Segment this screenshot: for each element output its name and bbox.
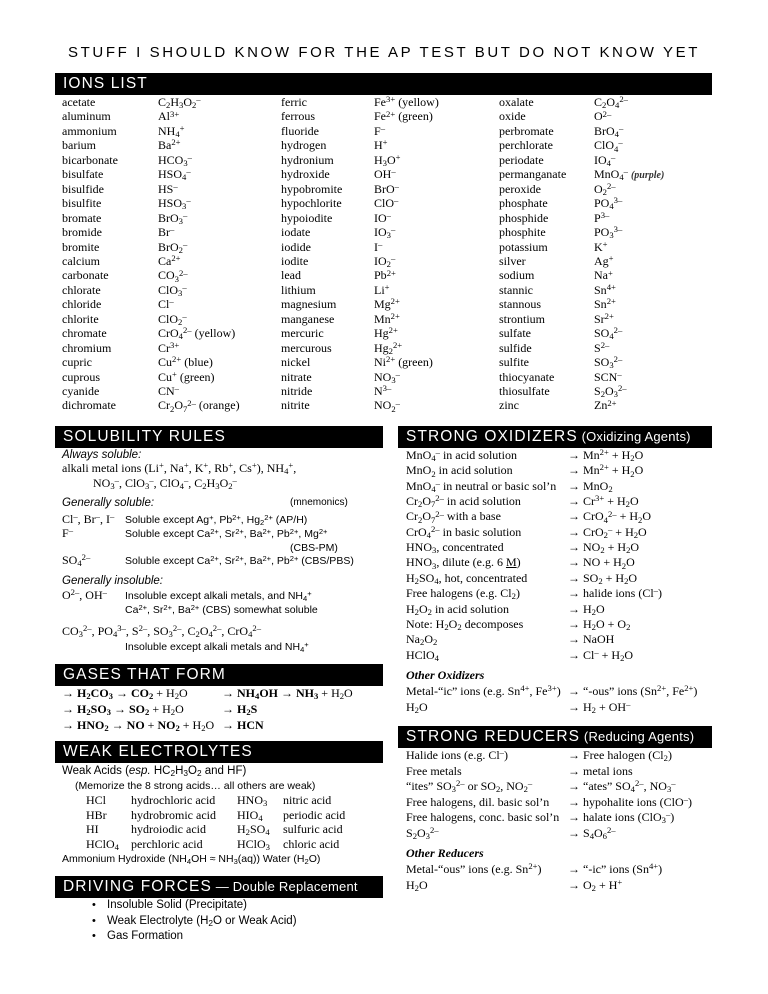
ion-name: chlorite <box>62 311 99 326</box>
ion-formula: Cu+ (green) <box>158 368 215 384</box>
reducer-product: → “ates” $SO_4^{2-}$, $NO_3^-$ <box>568 778 676 795</box>
oxidizer-product: → “-ous” ions ($Sn^{2+}$, $Fe^{2+}$) <box>568 683 698 698</box>
solubility-rule: (CBS-PM) <box>290 542 338 554</box>
ion-formula: $Cu^{2+}$ (blue) <box>158 354 213 370</box>
oxidizer-species: MnO$_4$– in acid solution <box>406 447 517 464</box>
ion-formula: MnO$_4$– (purple) <box>594 166 665 183</box>
oxidizer-product: → $Cl^- + H_2O$ <box>568 646 634 663</box>
oxidizer-product: → MnO$_2$ <box>568 478 613 494</box>
oxidizer-species: Note: $H_2O_2$ decomposes <box>406 616 524 632</box>
bullet-icon: • <box>92 899 96 911</box>
ion-name: oxalate <box>499 95 534 109</box>
ion-formula: Li+ <box>374 281 390 297</box>
ion-formula: OH– <box>374 166 396 182</box>
ion-name: mercuric <box>281 326 324 341</box>
other-oxidizers-label: Other Oxidizers <box>406 668 485 682</box>
solubility-rule: Soluble except $Ca^{2+}$, $Sr^{2+}$, $Ba^{2+}$, $Pb^{2+}$, $Mg^{2+}$ <box>125 526 328 540</box>
driving-force-label: Insoluble Solid (Precipitate) <box>107 899 247 911</box>
reducer-product: → $O_2 + H^+$ <box>568 876 623 893</box>
ion-name: hydrogen <box>281 138 327 153</box>
oxidizer-product: → $NO_2 + H_2O$ <box>568 540 640 556</box>
ion-formula: $Ba^{2+}$ <box>158 137 181 153</box>
ion-name: aluminum <box>62 109 111 124</box>
oxidizer-species: HClO$_4$ <box>406 647 439 663</box>
ion-formula: $H_3O^+$ <box>374 151 401 168</box>
ion-name: permanganate <box>499 167 567 182</box>
always-soluble-label: Always soluble: <box>62 449 142 461</box>
gases-header: GASES THAT FORM <box>55 664 383 686</box>
ion-formula: ClO$_4$– <box>594 137 623 154</box>
ion-formula: $Mg^{2+}$ <box>374 296 400 312</box>
ion-name: chlorate <box>62 282 101 297</box>
oxidizer-species: $Na_2O_2$ <box>406 632 438 648</box>
oxidizer-species: $H_2O$ <box>406 700 428 716</box>
ion-formula: BrO– <box>374 180 399 196</box>
strong-oxidizers-header <box>398 426 712 448</box>
ion-name: iodate <box>281 225 311 240</box>
ion-formula: $PO_3^{3-}$ <box>594 224 623 241</box>
ion-name: strontium <box>499 311 546 326</box>
oxidizer-species: $HNO_3$, concentrated <box>406 540 504 556</box>
ion-formula: $O^{2-}$ <box>594 108 612 124</box>
gas-reaction: → $NH_4OH \to NH_3 + H_2O$ <box>222 686 353 702</box>
bullet-icon: • <box>92 914 96 927</box>
ion-formula: $HSO_3^-$ <box>158 195 191 212</box>
ion-name: mercurous <box>281 340 332 355</box>
ion-name: zinc <box>499 398 519 413</box>
ion-name: magnesium <box>281 297 337 312</box>
ion-formula: $NO_2^-$ <box>374 397 400 414</box>
ion-name: bromide <box>62 225 102 240</box>
ion-formula: ClO$_3$– <box>158 281 187 298</box>
ion-name: cyanide <box>62 384 100 398</box>
ion-name: sodium <box>499 268 535 283</box>
ion-formula: $PO_4^{3-}$ <box>594 195 623 212</box>
weak-base-line: Ammonium Hydroxide $(NH_4OH \approx NH_3(aq))$ Water $(H_2O)$ <box>62 853 321 866</box>
driving-force-item <box>92 914 297 930</box>
strong-acid-name: hydroiodic acid <box>131 822 206 836</box>
ion-name: stannic <box>499 282 533 297</box>
ion-formula: Br– <box>158 224 175 240</box>
reducer-species: $H_2O$ <box>406 877 428 893</box>
oxidizer-species: $HNO_3$, dilute (e.g. 6 M) <box>406 555 521 571</box>
insoluble-ion: $O^{2-}$, OH– <box>62 587 107 602</box>
page-title: STUFF I SHOULD KNOW FOR THE AP TEST BUT DO NOT KNOW YET <box>68 44 700 61</box>
ion-formula: BrO$_4$– <box>594 123 624 140</box>
ion-name: sulfite <box>499 355 529 370</box>
strong-acid-name: periodic acid <box>283 807 346 822</box>
ion-formula: SCN– <box>594 368 622 384</box>
other-reducers-label: Other Reducers <box>406 846 484 860</box>
oxidizer-product: → NO + $H_2O$ <box>568 555 635 571</box>
oxidizer-product: → $Cr^{3+} + H_2O$ <box>568 493 639 510</box>
ion-name: nitrite <box>281 398 310 413</box>
strong-acid-name: nitric acid <box>283 793 332 807</box>
oxidizer-product: → $CrO_4^{2-} + H_2O$ <box>568 508 652 525</box>
strong-oxidizers-subtitle: (Oxidizing Agents) <box>577 429 691 444</box>
ion-formula: $C_2H_3O_2^-$ <box>158 94 201 111</box>
driving-force-item <box>92 929 184 945</box>
ion-name: calcium <box>62 253 100 268</box>
reducer-species: “ites” $SO_3^{2-}$ or $SO_2$, $NO_2^-$ <box>406 778 533 795</box>
ion-formula: BrO$_2$– <box>158 238 188 255</box>
ion-formula: CN– <box>158 383 179 398</box>
ion-formula: Ag+ <box>594 253 614 268</box>
solubility-rule: Soluble except Ag+, $Pb^{2+}$, $Hg_2^{2+}$ (AP/H) <box>125 512 308 527</box>
strong-acid-name: hydrochloric acid <box>131 793 216 807</box>
ion-formula: Cl– <box>158 296 174 312</box>
ion-name: cuprous <box>62 369 100 384</box>
ion-formula: $Sn^{4+}$ <box>594 281 616 297</box>
ion-name: ferrous <box>281 109 315 124</box>
ion-formula: $O_2^{2-}$ <box>594 180 616 197</box>
oxidizer-product: → $CrO_2^- + H_2O$ <box>568 523 647 540</box>
driving-force-item <box>92 898 247 914</box>
ion-formula: $IO_4^-$ <box>594 151 616 168</box>
strong-acid-formula: $H_2SO_4$ <box>237 822 270 838</box>
strong-acid-name: perchloric acid <box>131 836 203 851</box>
always-soluble-line: alkali metal ions (Li+, Na+, K+, Rb+, Cs+), $NH_4^+$, <box>62 460 297 477</box>
ion-formula: $Zn^{2+}$ <box>594 397 617 413</box>
ion-name: nitrate <box>281 369 312 384</box>
ion-name: hypobromite <box>281 181 343 196</box>
generally-insoluble-label: Generally insoluble: <box>62 575 164 587</box>
strong-acid-formula: HCl <box>86 793 107 807</box>
oxidizer-species: Free halogens (e.g. $Cl_2$) <box>406 586 520 602</box>
ion-name: oxide <box>499 109 526 124</box>
strong-acid-formula: HBr <box>86 807 107 822</box>
ion-formula: ClO$_2$– <box>158 310 187 327</box>
reducer-product: → metal ions <box>568 763 633 778</box>
ion-name: periodate <box>499 152 544 167</box>
ion-formula: $Mn^{2+}$ <box>374 310 400 326</box>
strong-acid-name: sulfuric acid <box>283 822 343 836</box>
ion-formula: $IO_2^-$ <box>374 253 396 270</box>
ion-formula: Na+ <box>594 267 613 283</box>
ion-formula: $SO_4^{2-}$ <box>594 325 623 342</box>
ion-name: iodide <box>281 239 311 254</box>
insoluble-rule: Insoluble except alkali metals and $NH_4^+$ <box>125 639 309 654</box>
ions-list-header: IONS LIST <box>55 73 712 95</box>
ion-name: hypoiodite <box>281 210 333 225</box>
insoluble-rule: Insoluble except alkali metals, and $NH_4^+$ <box>125 588 312 603</box>
ion-formula: $Al^{3+}$ <box>158 108 180 124</box>
ion-name: barium <box>62 138 96 153</box>
ion-name: silver <box>499 253 526 268</box>
driving-forces-header <box>55 876 383 898</box>
oxidizer-product: → $SO_2 + H_2O$ <box>568 570 638 586</box>
ion-name: manganese <box>281 311 335 326</box>
oxidizer-species: Metal-“ic” ions (e.g. $Sn^{4+}$, $Fe^{3+}$) <box>406 683 561 698</box>
ion-name: lead <box>281 268 301 283</box>
always-soluble-line: $NO_3^-$, ClO$_3$–, ClO$_4$–, $C_2H_3O_2^-$ <box>93 475 237 492</box>
solubility-rule: Soluble except $Ca^{2+}$, $Sr^{2+}$, $Ba^{2+}$, $Pb^{2+}$ (CBS/PBS) <box>125 553 354 567</box>
ion-name: phosphide <box>499 210 549 225</box>
ion-formula: $CO_3^{2-}$ <box>158 267 188 284</box>
ion-name: nitride <box>281 384 313 398</box>
ion-formula: $SO_3^{2-}$ <box>594 354 623 371</box>
gas-reaction: → $H_2CO_3 \to CO_2 + H_2O$ <box>62 686 188 702</box>
reducer-species: Halide ions (e.g. Cl–) <box>406 747 508 762</box>
gas-reaction: → HCN <box>222 718 264 732</box>
ion-name: bisulfite <box>62 196 102 211</box>
ion-name: bisulfate <box>62 167 104 182</box>
oxidizer-product: → NaOH <box>568 632 615 647</box>
gas-reaction: → $HNO_2$ → NO + $NO_2 + H_2O$ <box>62 718 215 734</box>
oxidizer-species: $H_2SO_4$, hot, concentrated <box>406 570 528 586</box>
strong-acid-formula: HI <box>86 822 99 836</box>
ion-formula: $P^{3-}$ <box>594 209 610 225</box>
insoluble-rule: $Ca^{2+}$, $Sr^{2+}$, $Ba^{2+}$ (CBS) somewhat soluble <box>125 602 318 616</box>
ion-name: phosphate <box>499 196 548 211</box>
reducer-product: → hypohalite ions (ClO–) <box>568 793 692 809</box>
ion-name: hydronium <box>281 152 334 167</box>
ion-name: ammonium <box>62 123 117 138</box>
oxidizer-species: $Cr_2O_7^{2-}$ in acid solution <box>406 493 521 510</box>
ion-name: chromium <box>62 340 112 355</box>
ion-name: ferric <box>281 95 307 109</box>
solubility-ion: F– <box>62 525 73 540</box>
ion-name: carbonate <box>62 268 109 283</box>
ion-name: lithium <box>281 282 316 297</box>
oxidizer-product: → $H_2O$ <box>568 601 605 617</box>
ion-name: bicarbonate <box>62 152 118 167</box>
ion-formula: F– <box>374 123 385 138</box>
ion-formula: $NH_4^+$ <box>158 123 185 140</box>
weak-electrolytes-header: WEAK ELECTROLYTES <box>55 741 383 763</box>
ion-formula: $NO_3^-$ <box>374 368 400 385</box>
ion-formula: HS– <box>158 180 178 196</box>
ion-formula: $HSO_4^-$ <box>158 166 191 183</box>
ion-formula: $Sr^{2+}$ <box>594 310 614 326</box>
reducer-species: Free halogens, conc. basic sol’n <box>406 810 560 824</box>
ion-name: hypochlorite <box>281 196 342 211</box>
ion-formula: $Fe^{2+}$ (green) <box>374 108 433 124</box>
strong-acid-formula: HClO$_3$ <box>237 836 270 852</box>
ion-name: bromate <box>62 210 102 225</box>
ion-name: thiosulfate <box>499 384 550 398</box>
oxidizer-species: $Cr_2O_7^{2-}$ with a base <box>406 508 501 525</box>
ion-formula: $Ni^{2+}$ (green) <box>374 354 433 370</box>
ion-name: cupric <box>62 355 92 370</box>
oxidizer-species: $H_2O_2$ in acid solution <box>406 601 509 617</box>
reducer-species: Free halogens, dil. basic sol’n <box>406 794 550 809</box>
ion-formula: $Hg^{2+}$ <box>374 325 398 341</box>
driving-force-label: Weak Electrolyte ($H_2O$ or Weak Acid) <box>107 914 297 928</box>
ion-formula: IO– <box>374 209 391 225</box>
ion-formula: $S_2O_3^{2-}$ <box>594 383 627 400</box>
oxidizer-product: → $H_2O + O_2$ <box>568 616 631 632</box>
ion-formula: $Fe^{3+}$ (yellow) <box>374 94 439 109</box>
strong-reducers-subtitle: (Reducing Agents) <box>580 729 695 744</box>
strong-acid-formula: HClO$_4$ <box>86 836 119 852</box>
ion-formula: $Hg_2^{2+}$ <box>374 339 403 356</box>
reducer-product: → halate ions (ClO$_3$–) <box>568 809 675 826</box>
oxidizer-product: → halide ions (Cl–) <box>568 585 662 601</box>
ion-formula: H+ <box>374 137 388 153</box>
ion-formula: $Ca^{2+}$ <box>158 253 181 268</box>
ion-formula: $C_2O_4^{2-}$ <box>594 94 628 111</box>
ion-name: sulfide <box>499 340 532 355</box>
oxidizer-species: MnO$_2$ in acid solution <box>406 463 513 479</box>
strong-acid-name: chloric acid <box>283 836 340 851</box>
ion-name: dichromate <box>62 398 116 413</box>
reducer-product: → “-ic” ions $(Sn^{4+})$ <box>568 861 663 876</box>
strong-reducers-title: STRONG REDUCERS <box>406 728 581 745</box>
ion-formula: K+ <box>594 238 608 254</box>
ion-name: phosphite <box>499 225 546 240</box>
oxidizer-species: MnO$_4$– in neutral or basic sol’n <box>406 477 557 494</box>
weak-acids-note: (Memorize the 8 strong acids… all others are weak) <box>75 780 316 792</box>
driving-force-label: Gas Formation <box>107 930 184 942</box>
solubility-ion: Cl–, Br–, I– <box>62 511 115 526</box>
ion-name: acetate <box>62 95 96 109</box>
oxidizer-product: → $H_2 + OH^-$ <box>568 699 631 716</box>
ion-formula: BrO$_3$– <box>158 209 188 226</box>
reducer-product: → Free halogen $(Cl_2)$ <box>568 748 672 764</box>
oxidizer-species: CrO$_4^{2-}$ in basic solution <box>406 523 522 540</box>
ion-name: sulfate <box>499 326 531 341</box>
ion-name: stannous <box>499 297 541 312</box>
solubility-ion: $SO_4^{2-}$ <box>62 552 91 569</box>
ion-name: perbromate <box>499 123 554 138</box>
strong-reducers-header <box>398 726 712 748</box>
bullet-icon: • <box>92 930 96 942</box>
reducer-species: $S_2O_3^{2-}$ <box>406 824 439 841</box>
ion-name: perchlorate <box>499 138 553 153</box>
ion-name: bisulfide <box>62 181 104 196</box>
ion-formula: $HCO_3^-$ <box>158 151 192 168</box>
ion-name: thiocyanate <box>499 369 555 384</box>
strong-acid-formula: $HIO_4$ <box>237 807 263 823</box>
ion-name: chloride <box>62 297 102 312</box>
reducer-species: Metal-“ous” ions (e.g. $Sn^{2+}$) <box>406 861 542 876</box>
driving-forces-title: DRIVING FORCES <box>63 878 212 895</box>
weak-acids-line: Weak Acids (esp. $HC_2H_3O_2$ and HF) <box>62 765 247 779</box>
ion-formula: $IO_3^-$ <box>374 224 396 241</box>
gas-reaction: → $H_2S$ <box>222 702 258 718</box>
ion-formula: $S^{2-}$ <box>594 339 610 355</box>
reducer-species: Free metals <box>406 763 462 778</box>
ion-formula: $Cr^{3+}$ <box>158 339 180 355</box>
oxidizer-product: → $Mn^{2+} + H_2O$ <box>568 462 644 479</box>
ion-name: chromate <box>62 326 107 341</box>
ion-formula: ClO– <box>374 195 399 211</box>
oxidizer-product: → $Mn^{2+} + H_2O$ <box>568 447 644 464</box>
strong-oxidizers-title: STRONG OXIDIZERS <box>406 428 578 445</box>
solubility-rules-header: SOLUBILITY RULES <box>55 426 383 448</box>
driving-forces-subtitle: — Double Replacement <box>211 879 358 894</box>
ion-formula: $Pb^{2+}$ <box>374 267 396 283</box>
ion-name: bromite <box>62 239 100 254</box>
ion-formula: CrO$_4^{2-}$ (yellow) <box>158 325 236 342</box>
insoluble-ion: $CO_3^{2-}$, $PO_4^{3-}$, $S^{2-}$, $SO_3^{2-}$, $C_2O_4^{2-}$, CrO$_4^{2-}$ <box>62 623 262 640</box>
ion-name: nickel <box>281 355 311 370</box>
ion-formula: I– <box>374 238 383 254</box>
ion-name: potassium <box>499 239 548 254</box>
strong-acid-formula: $HNO_3$ <box>237 793 268 809</box>
generally-soluble-label: Generally soluble: <box>62 497 155 509</box>
strong-acid-name: hydrobromic acid <box>131 807 216 822</box>
ion-name: peroxide <box>499 181 541 196</box>
ion-name: iodite <box>281 253 309 268</box>
gas-reaction: → $H_2SO_3 \to SO_2 + H_2O$ <box>62 702 184 718</box>
mnemonics-label: (mnemonics) <box>290 497 348 508</box>
ion-formula: $N^{3-}$ <box>374 383 392 398</box>
ion-formula: $Sn^{2+}$ <box>594 296 616 312</box>
ion-name: fluoride <box>281 123 319 138</box>
reducer-product: → $S_4O_6^{2-}$ <box>568 824 616 841</box>
ion-formula: $Cr_2O_7^{2-}$ (orange) <box>158 397 240 414</box>
ion-name: hydroxide <box>281 167 330 182</box>
